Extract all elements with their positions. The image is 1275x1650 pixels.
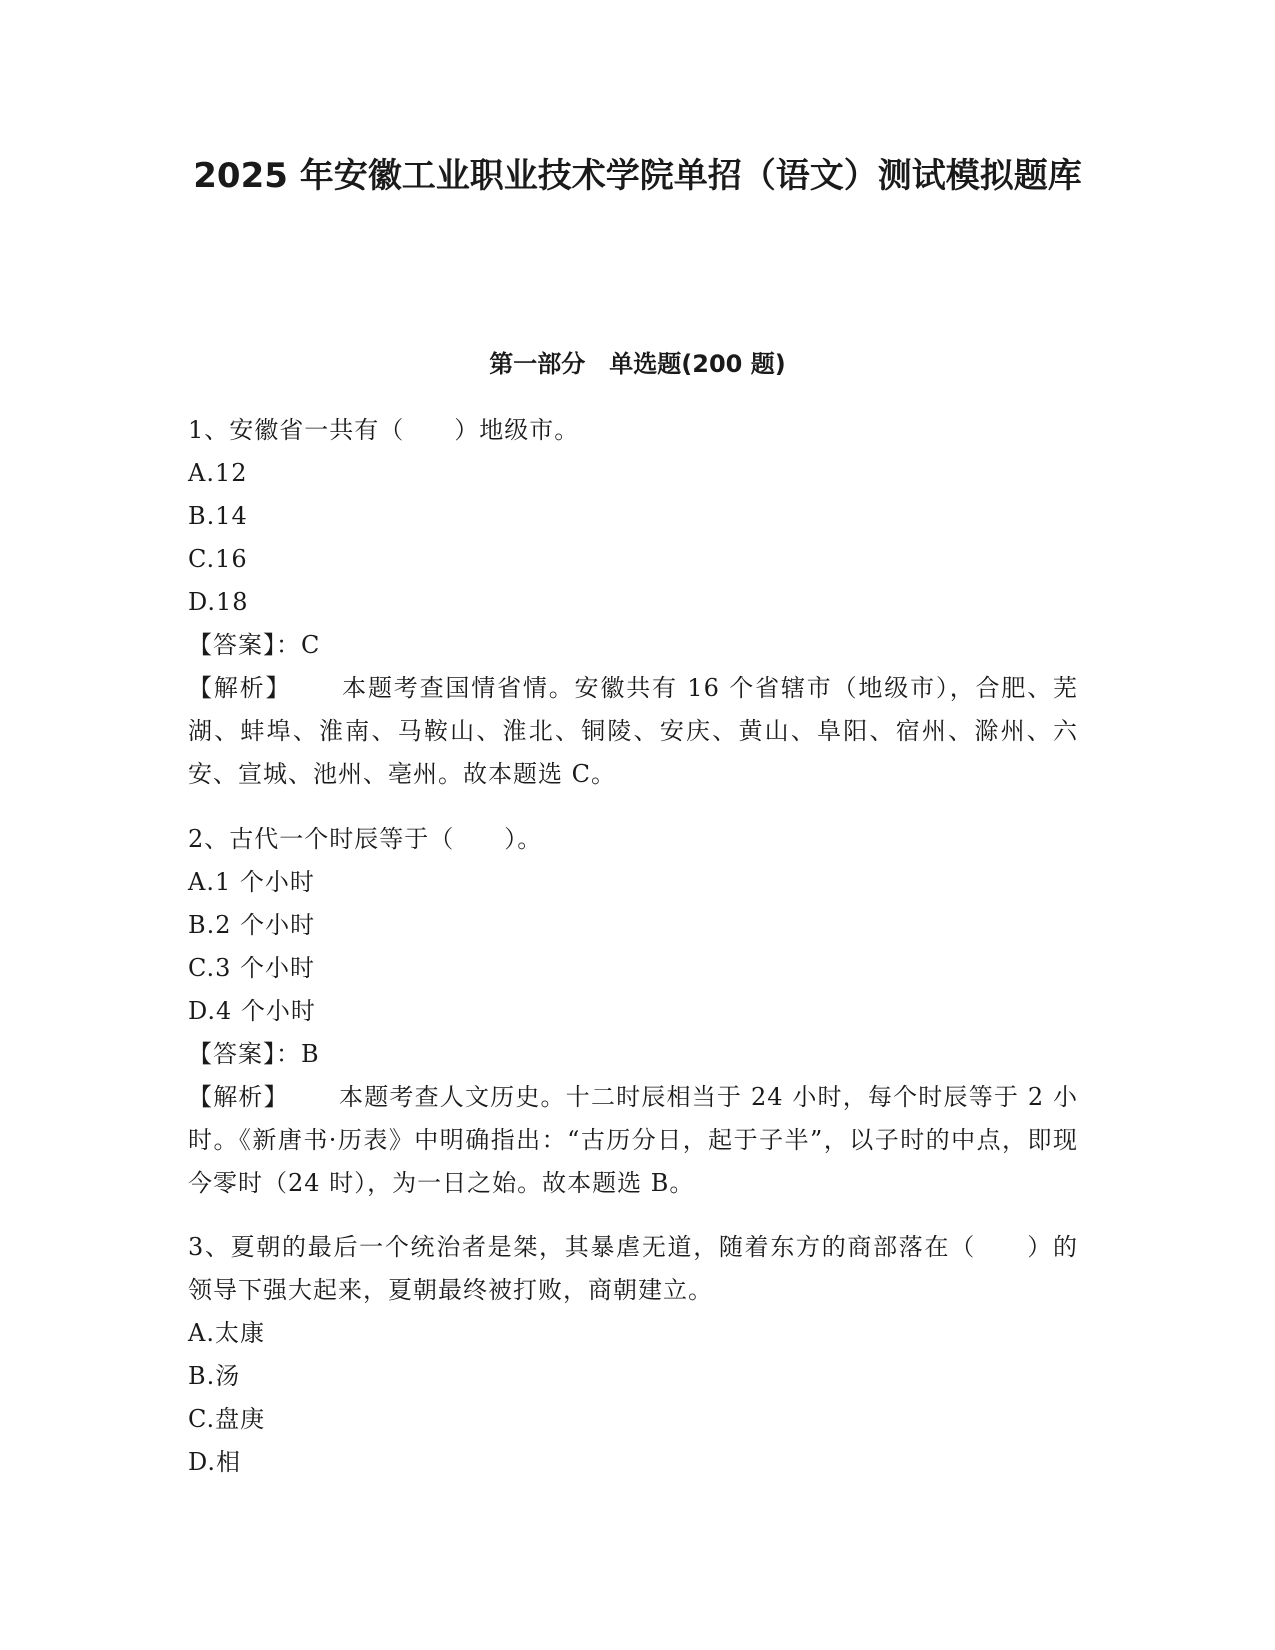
option-b: B.汤 bbox=[188, 1362, 241, 1390]
option-d: D.4 个小时 bbox=[188, 997, 316, 1025]
question-2 bbox=[188, 818, 1078, 1205]
answer-value: B bbox=[301, 1040, 320, 1068]
option-c: C.盘庚 bbox=[188, 1405, 266, 1433]
document-title: 2025 年安徽工业职业技术学院单招（语文）测试模拟题库 bbox=[193, 156, 1082, 196]
section-name: 单选题(200 题) bbox=[609, 350, 786, 378]
question-stem: 3、夏朝的最后一个统治者是桀，其暴虐无道，随着东方的商部落在（ ）的领导下强大起来，夏朝最终被打败，商朝建立。 bbox=[188, 1233, 1078, 1304]
option-b: B.14 bbox=[188, 502, 248, 530]
answer-line bbox=[188, 624, 1078, 667]
answer-line bbox=[188, 1033, 1078, 1076]
answer-label: 【答案】： bbox=[188, 1040, 301, 1068]
option-c: C.3 个小时 bbox=[188, 954, 316, 982]
analysis-text: 本题考查国情省情。安徽共有 16 个省辖市（地级市），合肥、芜湖、蚌埠、淮南、马鞍山、淮北、铜陵、安庆、黄山、阜阳、宿州、滁州、六安、宣城、池州、亳州。故本题选 C。 bbox=[188, 674, 1079, 788]
question-1 bbox=[188, 409, 1078, 796]
option-b: B.2 个小时 bbox=[188, 911, 316, 939]
option-a: A.太康 bbox=[188, 1319, 265, 1347]
analysis-label: 【解析】 bbox=[188, 674, 292, 702]
option-a: A.1 个小时 bbox=[188, 868, 315, 896]
analysis-line bbox=[188, 1076, 1078, 1205]
option-c: C.16 bbox=[188, 545, 248, 573]
analysis-label: 【解析】 bbox=[188, 1083, 289, 1111]
analysis-text: 本题考查人文历史。十二时辰相当于 24 小时，每个时辰等于 2 小时。《新唐书·历表》中明确指出：“古历分日，起于子半”，以子时的中点，即现今零时（24 时），为一日之始。故本题选 B。 bbox=[188, 1083, 1079, 1197]
question-3 bbox=[188, 1226, 1078, 1484]
option-d: D.18 bbox=[188, 588, 249, 616]
question-stem: 1、安徽省一共有（ ）地级市。 bbox=[188, 416, 580, 444]
answer-label: 【答案】： bbox=[188, 631, 301, 659]
answer-value: C bbox=[301, 631, 321, 659]
analysis-line bbox=[188, 667, 1078, 796]
section-part: 第一部分 bbox=[489, 350, 586, 378]
option-d: D.相 bbox=[188, 1448, 242, 1476]
section-heading bbox=[150, 347, 1125, 381]
option-a: A.12 bbox=[188, 459, 248, 487]
question-stem: 2、古代一个时辰等于（ ）。 bbox=[188, 825, 543, 853]
